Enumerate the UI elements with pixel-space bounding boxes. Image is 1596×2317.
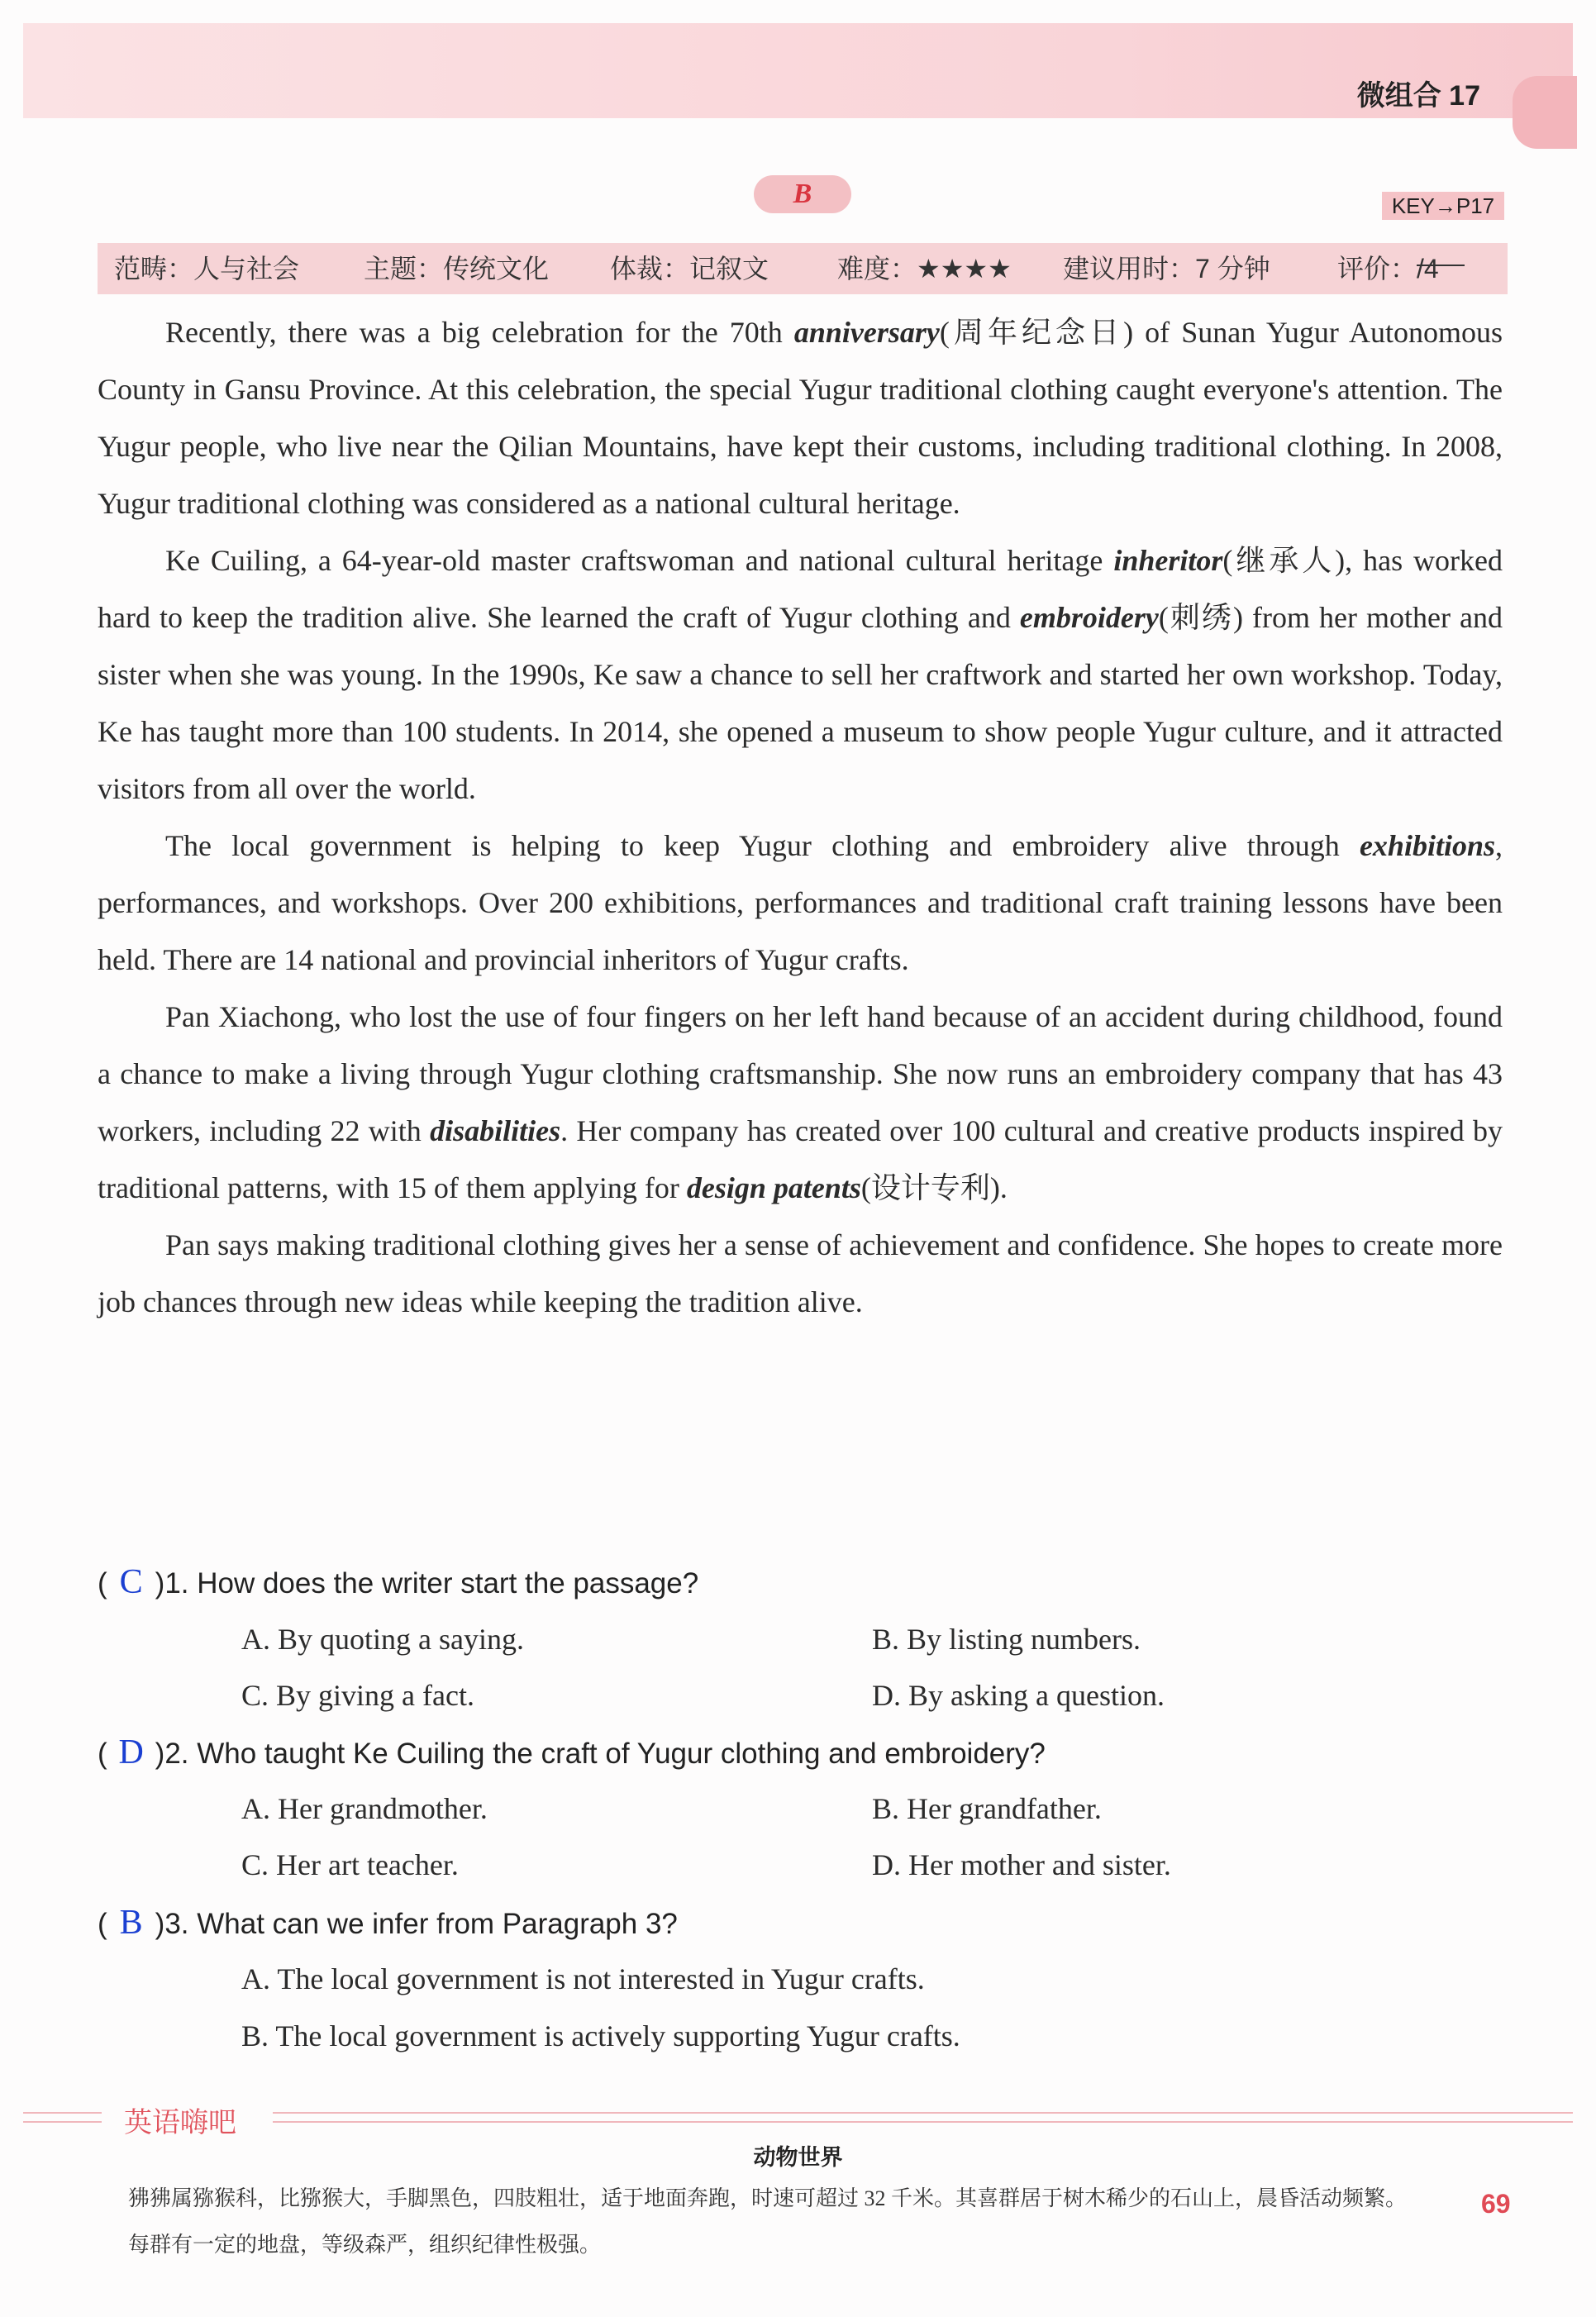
footer-rule-left [23, 2112, 102, 2114]
corner-tab [1513, 76, 1577, 149]
section-title: 微组合 17 [1356, 80, 1480, 112]
answer-blank[interactable]: D [118, 1733, 144, 1771]
option[interactable]: B. By listing numbers. [872, 1623, 1141, 1656]
option[interactable]: C. By giving a fact. [241, 1679, 474, 1712]
option[interactable]: B. The local government is actively supporting Yugur crafts. [241, 2019, 960, 2052]
meta-time: 建议用时：7 分钟 [1063, 254, 1270, 284]
keyword: design patents [686, 1171, 861, 1204]
meta-score [1337, 243, 1439, 294]
option[interactable]: B. Her grandfather. [872, 1792, 1102, 1825]
question-3: ( B )3. What can we infer from Paragraph 3? [98, 1904, 678, 1942]
answer-blank[interactable]: B [119, 1904, 143, 1942]
page-number: 69 [1481, 2189, 1511, 2219]
option[interactable]: A. By quoting a saying. [241, 1623, 524, 1656]
question-text: 3. What can we infer from Paragraph 3? [164, 1908, 678, 1940]
option[interactable]: A. Her grandmother. [241, 1792, 488, 1825]
paragraph-4: Pan Xiachong, who lost the use of four fingers on her left hand because of an accident during childhood, found a chance to make a living through Yugur clothing craftsmanship. She now runs an embroidery company that has 43 workers, including 22 with disabilities. Her company has created over 100 cultural and creative products inspired by traditional patterns, with 15 of them applying for design patents(设计专利). [98, 1000, 1503, 1204]
paragraph-3: The local government is helping to keep Yugur clothing and embroidery alive through exhibitions, performances, and workshops. Over 200 exhibitions, performances and traditional craft training lessons have been held. There are 14 national and provincial inheritors of Yugur crafts. [98, 829, 1503, 976]
footer-brand: 英语嗨吧 [124, 2107, 236, 2138]
answer-blank[interactable]: C [119, 1563, 143, 1601]
reading-passage [98, 304, 1503, 1331]
meta-theme: 主题：传统文化 [364, 254, 550, 284]
meta-category: 范畴：人与社会 [114, 254, 300, 284]
meta-difficulty: 难度：★★★★ [837, 254, 1012, 284]
score-blank[interactable] [1417, 243, 1465, 266]
paragraph-1: Recently, there was a big celebration for the 70th anniversary(周年纪念日) of Sunan Yugur Autonomous County in Gansu Province. At this celebration, the special Yugur traditional clothing caught everyone's attention. The Yugur people, who live near the Qilian Mountains, have kept their customs, including traditional clothing. In 2008, Yugur traditional clothing was considered as a national cultural heritage. [98, 316, 1503, 520]
meta-genre: 体裁：记叙文 [610, 254, 769, 284]
question-1: ( C )1. How does the writer start the passage? [98, 1563, 699, 1601]
meta-score-total: /4 [1417, 254, 1439, 284]
answer-key-link[interactable]: KEY→P17 [1382, 192, 1504, 220]
option[interactable]: D. By asking a question. [872, 1679, 1165, 1712]
header-band [23, 23, 1573, 118]
footer-text: 狒狒属猕猴科，比猕猴大，手脚黑色，四肢粗壮，适于地面奔跑，时速可超过 32 千米。其喜群居于树木稀少的石山上，晨昏活动频繁。每群有一定的地盘，等级森严，组织纪律性极强。 [128, 2186, 1408, 2257]
option[interactable]: C. Her art teacher. [241, 1848, 459, 1881]
option[interactable]: D. Her mother and sister. [872, 1848, 1171, 1881]
keyword: disabilities [430, 1114, 561, 1147]
question-2: ( D )2. Who taught Ke Cuiling the craft of Yugur clothing and embroidery? [98, 1733, 1046, 1771]
meta-score-label: 评价： [1337, 254, 1417, 284]
keyword: anniversary [793, 316, 940, 349]
meta-bar [98, 243, 1508, 294]
paragraph-2: Ke Cuiling, a 64-year-old master craftswoman and national cultural heritage inheritor(继承人), has worked hard to keep the tradition alive. She learned the craft of Yugur clothing and embroidery(刺绣) from her mother and sister when she was young. In the 1990s, Ke saw a chance to sell her craftwork and started her own workshop. Today, Ke has taught more than 100 students. In 2014, she opened a museum to show people Yugur culture, and it attracted visitors from all over the world. [98, 544, 1503, 805]
footer-rule-left-2 [23, 2121, 102, 2123]
footer-title: 动物世界 [753, 2145, 843, 2170]
question-text: 1. How does the writer start the passage? [164, 1567, 699, 1599]
keyword: inheritor [1113, 544, 1223, 577]
footer-rule-right [273, 2112, 1573, 2114]
part-badge: B [754, 175, 851, 213]
question-text: 2. Who taught Ke Cuiling the craft of Yugur clothing and embroidery? [164, 1738, 1046, 1770]
keyword: exhibitions [1359, 829, 1495, 862]
option[interactable]: A. The local government is not interested in Yugur crafts. [241, 1962, 925, 1995]
keyword: embroidery [1019, 601, 1159, 634]
footer-rule-right-2 [273, 2121, 1573, 2123]
paragraph-5: Pan says making traditional clothing gives her a sense of achievement and confidence. She hopes to create more job chances through new ideas while keeping the tradition alive. [98, 1228, 1503, 1318]
